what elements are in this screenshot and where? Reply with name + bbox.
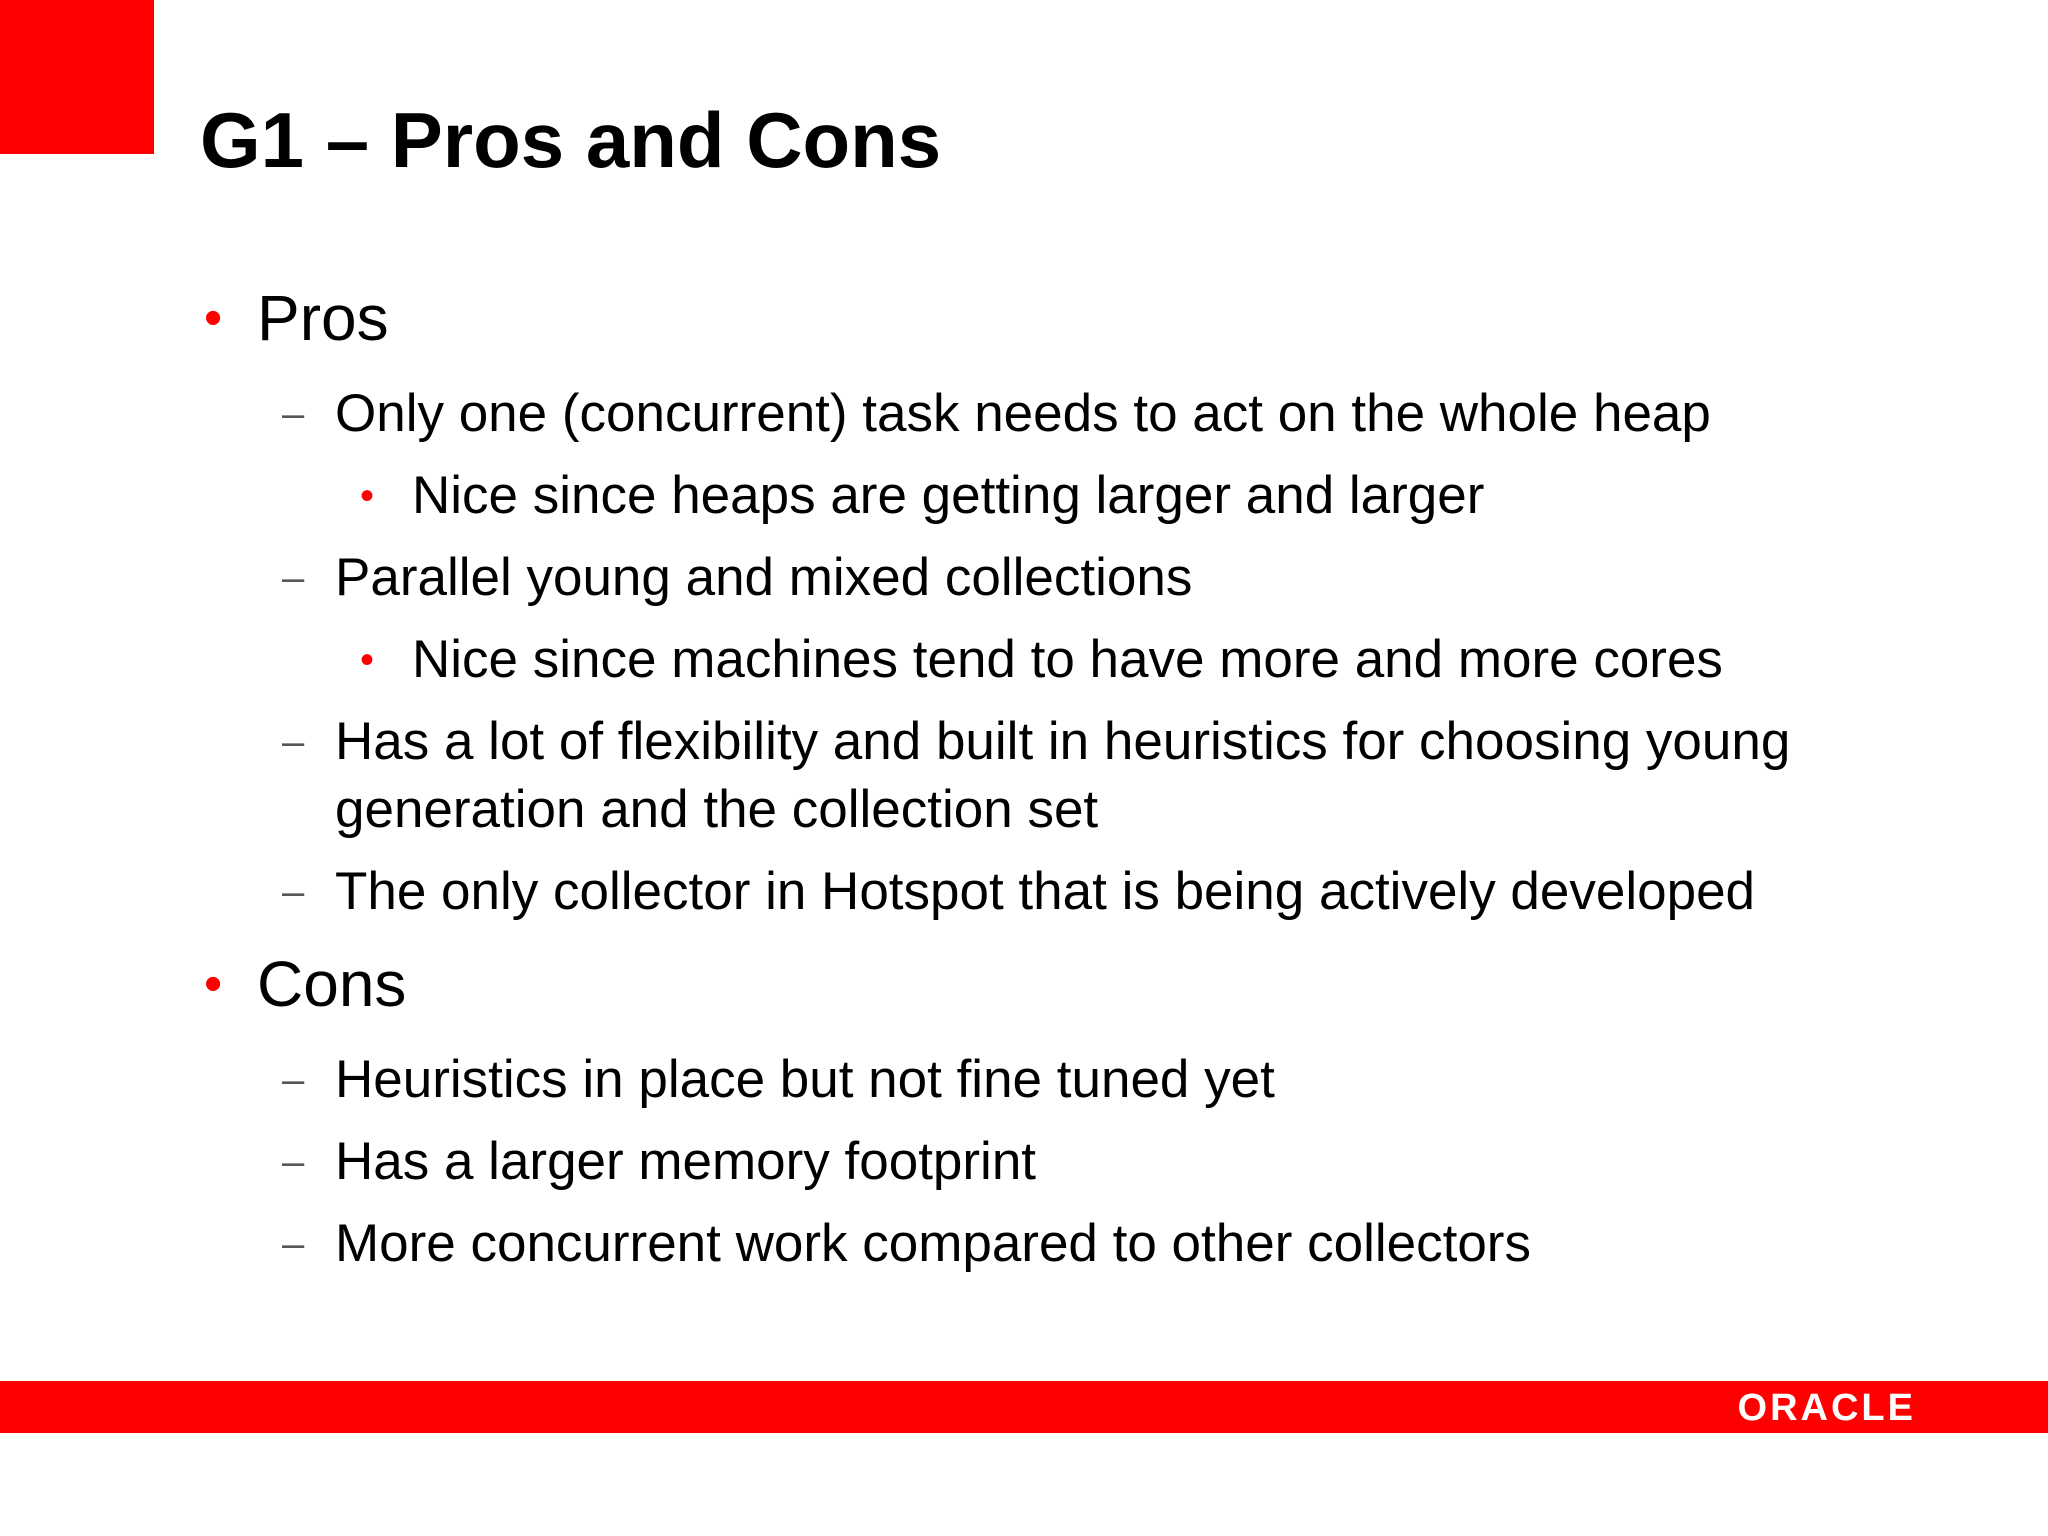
sub-sub-bullet bbox=[200, 626, 1960, 694]
dash-icon: – bbox=[282, 556, 305, 600]
bullet-cons bbox=[200, 936, 1960, 1032]
bullet-icon: • bbox=[360, 638, 375, 682]
dash-icon: – bbox=[282, 1222, 305, 1266]
sub-bullet bbox=[200, 1046, 1960, 1114]
sub-bullet bbox=[200, 1210, 1960, 1278]
footer-bar bbox=[0, 1381, 2048, 1433]
slide-content bbox=[200, 270, 1960, 1278]
sub-bullet bbox=[200, 544, 1960, 612]
sub-sub-bullet-text: Nice since machines tend to have more and more cores bbox=[412, 630, 1723, 689]
sub-bullet bbox=[200, 1128, 1960, 1196]
dash-icon: – bbox=[282, 1140, 305, 1184]
bullet-text: Cons bbox=[257, 948, 407, 1020]
sub-bullet-text: Only one (concurrent) task needs to act on the whole heap bbox=[335, 384, 1711, 443]
bullet-icon: • bbox=[204, 289, 223, 347]
dash-icon: – bbox=[282, 870, 305, 914]
slide-title: G1 – Pros and Cons bbox=[200, 96, 942, 184]
corner-accent-block bbox=[0, 0, 154, 154]
sub-bullet-text: The only collector in Hotspot that is being actively developed bbox=[335, 862, 1756, 921]
sub-bullet-text: Parallel young and mixed collections bbox=[335, 548, 1193, 607]
bullet-icon: • bbox=[204, 955, 223, 1013]
sub-sub-bullet bbox=[200, 462, 1960, 530]
sub-bullet-text: Heuristics in place but not fine tuned yet bbox=[335, 1050, 1275, 1109]
sub-bullet-text: More concurrent work compared to other collectors bbox=[335, 1214, 1531, 1273]
bullet-text: Pros bbox=[257, 282, 389, 354]
dash-icon: – bbox=[282, 720, 305, 764]
oracle-logo: ORACLE bbox=[1737, 1387, 1916, 1429]
sub-bullet bbox=[200, 858, 1960, 926]
sub-sub-bullet-text: Nice since heaps are getting larger and larger bbox=[412, 466, 1485, 525]
sub-bullet bbox=[200, 708, 1975, 844]
bullet-pros bbox=[200, 270, 1960, 366]
dash-icon: – bbox=[282, 1058, 305, 1102]
bullet-icon: • bbox=[360, 474, 375, 518]
sub-bullet-text: Has a lot of flexibility and built in heuristics for choosing young generation and the collection set bbox=[335, 712, 1791, 839]
dash-icon: – bbox=[282, 392, 305, 436]
sub-bullet bbox=[200, 380, 1960, 448]
sub-bullet-text: Has a larger memory footprint bbox=[335, 1132, 1037, 1191]
